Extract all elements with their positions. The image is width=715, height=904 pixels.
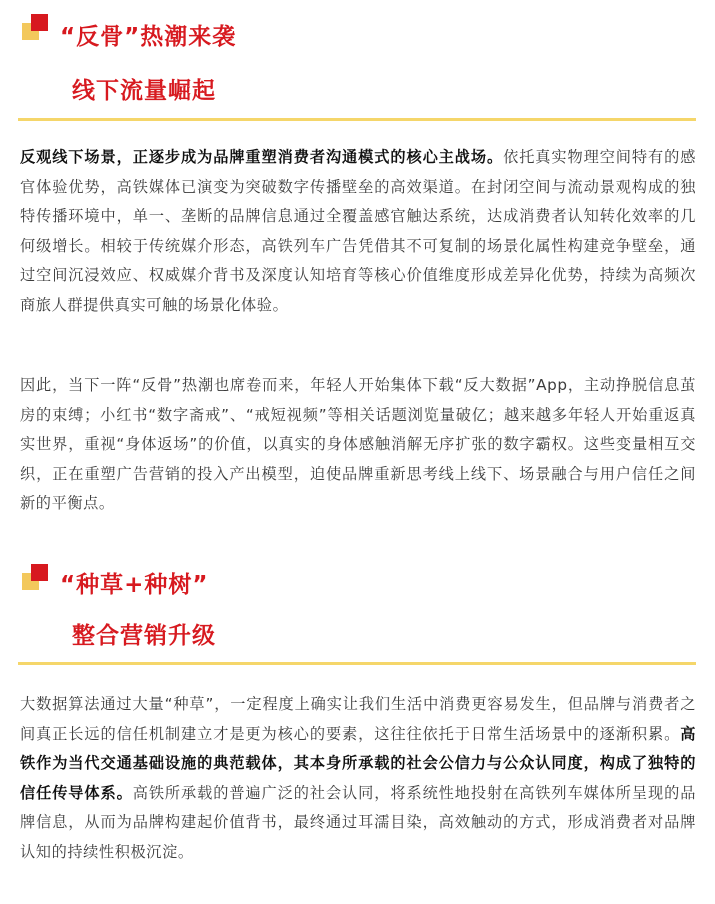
section-2-paragraph-1-intro: 大数据算法通过大量“种草”，一定程度上确实让我们生活中消费更容易发生，但品牌与消费者之间真正长远的信任机制建立才是更为核心的要素，这往往依托于日常生活场景中的逐渐积累。 [20,695,696,743]
section-2-divider [18,662,696,665]
section-1-title: “反骨”热潮来袭 [60,24,237,50]
section-1-paragraph-1-body: 依托真实物理空间特有的感官体验优势，高铁媒体已演变为突破数字传播壁垒的高效渠道。在封闭空间与流动景观构成的独特传播环境中，单一、垄断的品牌信息通过全覆盖感官触达系统，达成消费者认知转化效率的几何级增长。相较于传统媒介形态，高铁列车广告凭借其不可复制的场景化属性构建竞争壁垒，通过空间沉浸效应、权威媒介背书及深度认知培育等核心价值维度形成差异化优势，持续为高频次商旅人群提供真实可触的场景化体验。 [20,148,697,314]
section-1-divider [18,118,696,121]
section-2-paragraph-1-body: 高铁所承载的普遍广泛的社会认同，将系统性地投射在高铁列车媒体所呈现的品牌信息，从而为品牌构建起价值背书，最终通过耳濡目染，高效触动的方式，形成消费者对品牌认知的持续性积极沉淀。 [20,783,696,861]
section-1-paragraph-1-lead: 反观线下场景，正逐步成为品牌重塑消费者沟通模式的核心主战场。 [20,148,504,166]
square-marker-icon [22,564,50,592]
section-2-title: “种草+种树” [60,572,209,598]
section-2-subtitle: 整合营销升级 [72,623,216,649]
section-2-paragraph-1 [20,690,696,867]
section-1-paragraph-2: 因此，当下一阵“反骨”热潮也席卷而来，年轻人开始集体下载“反大数据”App，主动挣脱信息茧房的束缚；小红书“数字斋戒”、“戒短视频”等相关话题浏览量破亿；越来越多年轻人开始重返真实世界，重视“身体返场”的价值，以真实的身体感触消解无序扩张的数字霸权。这些变量相互交织，正在重塑广告营销的投入产出模型，迫使品牌重新思考线上线下、场景融合与用户信任之间新的平衡点。 [20,376,696,512]
section-1-subtitle: 线下流量崛起 [72,78,216,104]
section-2-paragraph-1-emphasis: 高铁作为当代交通基础设施的典范载体，其本身所承载的社会公信力与公众认同度，构成了独特的信任传导体系。 [20,724,696,802]
square-marker-icon [22,14,50,42]
section-1-paragraph-1 [20,143,696,320]
